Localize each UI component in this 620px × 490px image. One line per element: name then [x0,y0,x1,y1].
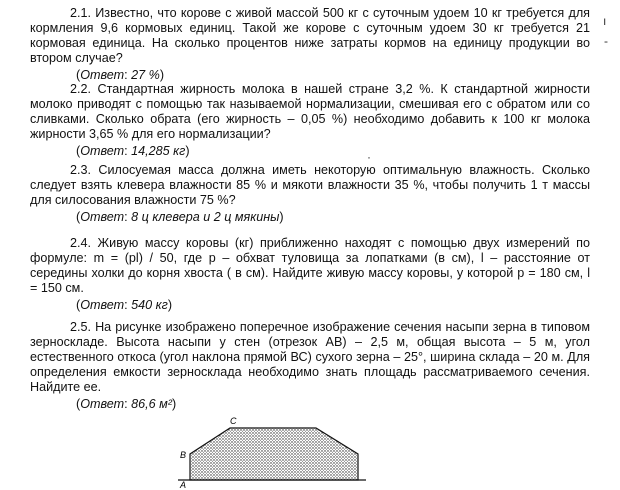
margin-mark: - [604,34,608,48]
point-c-label: C [230,416,237,426]
answer-line: (Ответ: 540 кг) [76,298,173,312]
answer-word: Ответ [80,298,125,312]
problem-text: 2.1. Известно, что корове с живой массой 500 кг с суточным удоем 10 кг требуется для кормления 9,6 кормовых единиц. Такой же корове с суточным удоем 30 кг требуется 21 кормовая единица. На сколько процентов ниже затраты кормов на единицу продукции во втором случае? [30,6,590,65]
answer-value: 540 кг [131,298,168,312]
answer-line: (Ответ: 86,6 м²) [76,397,177,411]
problem-text: 2.2. Стандартная жирность молока в нашей стране 3,2 %. К стандартной жирности молоко приводят с помощью так называемой нормализации, смешивая его с обратом или со сливками. Сколько обрата (его жирность – 0,05 %) необходимо добавить к 100 кг молока жирности 3,65 % для его нормализации? [30,82,590,141]
problem-2-5 [30,320,590,412]
answer-line: (Ответ: 27 %) [76,68,165,82]
answer-line: (Ответ: 14,285 кг) [76,144,190,158]
problem-text: 2.3. Силосуемая масса должна иметь некоторую оптимальную влажность. Сколько следует взять клевера влажности 85 % и мякоти влажности 35 %, чтобы получить 1 т массы для силосования влажности 75 %? [30,163,590,207]
margin-mark: ı [603,14,607,28]
problem-2-3 [30,163,590,225]
problem-2-4 [30,236,590,313]
answer-line: (Ответ: 8 ц клевера и 2 ц мякины) [76,210,284,224]
problem-text: 2.4. Живую массу коровы (кг) приближенно находят с помощью двух измерений по формуле: m = (pl) / 50, где p – обхват туловища за лопатками (в см), l – расстояние от середины холки до корня хвоста ( в см). Найдите живую массу коровы, у которой p = 180 см, l = 150 см. [30,236,590,295]
problem-2-2 [30,82,590,159]
answer-word: Ответ [80,68,125,82]
stray-mark: · [367,150,371,164]
answer-value: 8 ц клевера и 2 ц мякины [131,210,280,224]
answer-word: Ответ [80,210,125,224]
answer-word: Ответ [80,144,125,158]
problem-2-1 [30,6,590,83]
grain-pile [190,428,358,480]
answer-value: 14,285 кг [131,144,186,158]
answer-value: 27 % [131,68,160,82]
problem-text: 2.5. На рисунке изображено поперечное изображение сечения насыпи зерна в типовом зерноскладе. Высота насыпи у стен (отрезок АВ) – 2,5 м, общая высота – 5 м, угол естественного откоса (угол наклона прямой ВС) сухого зерна – 25°, ширина склада – 20 м. Для определения емкости зерносклада необходимо знать площадь рассматриваемого сечения. Найдите ее. [30,320,590,394]
point-b-label: B [180,450,187,460]
answer-value: 86,6 м² [131,397,172,411]
grain-section-diagram [168,402,368,490]
point-a-label: A [180,480,187,490]
answer-word: Ответ [80,397,125,411]
